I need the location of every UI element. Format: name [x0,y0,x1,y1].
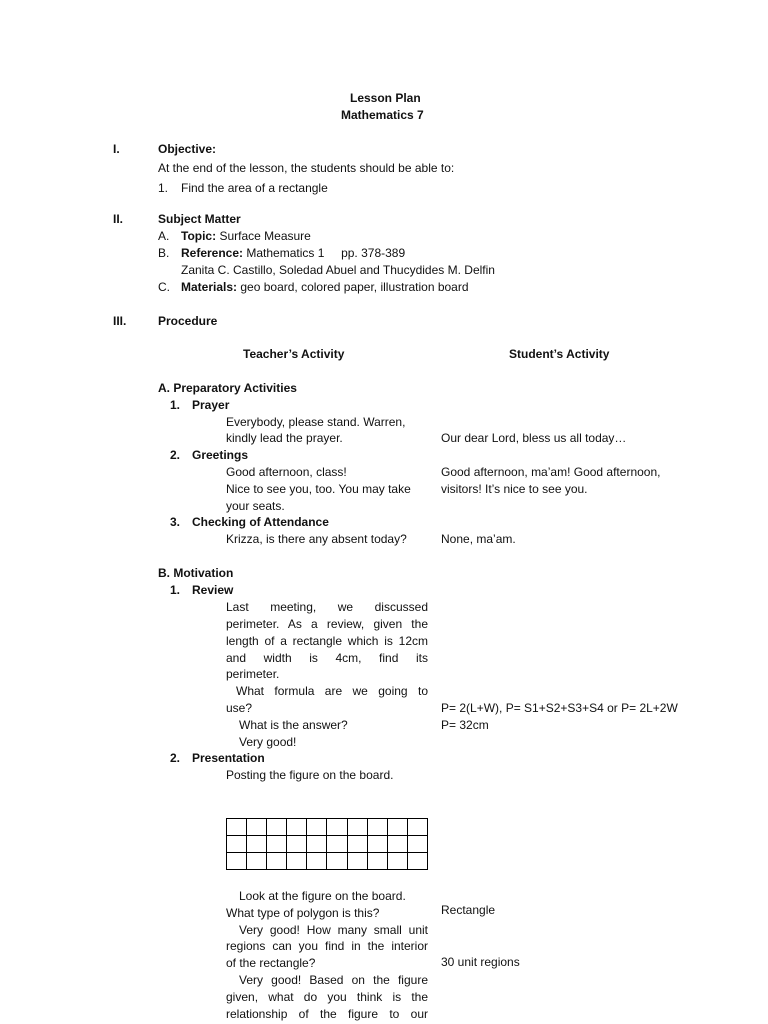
grid-unit-cell [407,836,427,853]
review-line-3: length of a rectangle which is 12cm [226,634,428,648]
grid-unit-cell [347,836,367,853]
document-subtitle: Mathematics 7 [341,108,424,122]
review-line-5: perimeter. [226,667,280,681]
formula-question-line-1: What formula are we going to [236,684,428,698]
grid-unit-cell [267,853,287,870]
grid-unit-cell [367,836,387,853]
formula-question-line-2: use? [226,701,253,715]
prayer-teacher-line-2: kindly lead the prayer. [226,431,343,445]
grid-unit-cell [407,819,427,836]
very-good-praise: Very good! [239,735,297,749]
look-figure-line-1: Look at the figure on the board. [239,889,406,903]
prayer-number: 1. [170,398,181,412]
presentation-number: 2. [170,751,181,765]
relationship-line-3: relationship of the figure to our [226,1007,428,1021]
attendance-number: 3. [170,515,181,529]
grid-unit-cell [347,819,367,836]
attendance-teacher-question: Krizza, is there any absent today? [226,532,407,546]
grid-unit-cell [307,836,327,853]
grid-unit-cell [307,819,327,836]
grid-unit-cell [327,836,347,853]
subject-reference-authors: Zanita C. Castillo, Soledad Abuel and Thucydides M. Delfin [181,263,495,277]
grid-unit-cell [387,853,407,870]
section-1-number: I. [113,142,120,156]
subject-a-letter: A. [158,229,170,243]
grid-unit-cell [227,819,247,836]
unit-regions-line-1: Very good! How many small unit [239,923,428,937]
motivation-title: B. Motivation [158,566,234,580]
grid-unit-cell [247,819,267,836]
review-line-1: Last meeting, we discussed [226,600,428,614]
grid-unit-cell [227,836,247,853]
grid-unit-cell [387,819,407,836]
greetings-number: 2. [170,448,181,462]
section-2-title: Subject Matter [158,212,241,226]
section-3-title: Procedure [158,314,218,328]
look-figure-line-2: What type of polygon is this? [226,906,380,920]
relationship-line-1: Very good! Based on the figure [239,973,428,987]
grid-unit-cell [287,853,307,870]
grid-unit-cell [327,853,347,870]
greetings-teacher-line-2: Nice to see you, too. You may take [226,482,411,496]
grid-unit-cell [247,836,267,853]
grid-unit-cell [367,819,387,836]
relationship-line-2: given, what do you think is the [226,990,428,1004]
grid-unit-cell [407,853,427,870]
grid-unit-cell [247,853,267,870]
presentation-teacher-line: Posting the figure on the board. [226,768,394,782]
subject-reference [181,246,405,260]
grid-unit-cell [267,836,287,853]
teacher-activity-header: Teacher’s Activity [243,347,345,361]
section-1-title: Objective: [158,142,217,156]
review-line-4: and width is 4cm, find its [226,651,428,665]
objective-item-number: 1. [158,181,169,195]
greetings-teacher-line-1: Good afternoon, class! [226,465,347,479]
grid-unit-cell [367,853,387,870]
subject-materials-label: Materials: [181,280,238,294]
rectangle-grid-figure [226,818,428,870]
grid-row [227,819,428,836]
grid-unit-cell [227,853,247,870]
subject-materials-value: geo board, colored paper, illustration board [240,280,469,294]
subject-topic-label: Topic: [181,229,217,243]
grid-row [227,853,428,870]
objective-intro: At the end of the lesson, the students should be able to: [158,161,455,175]
greetings-student-line-1: Good afternoon, ma’am! Good afternoon, [441,465,661,479]
grid-unit-cell [287,836,307,853]
attendance-title: Checking of Attendance [192,515,329,529]
grid-row [227,836,428,853]
presentation-title: Presentation [192,751,265,765]
review-line-2: perimeter. As a review, given the [226,617,428,631]
subject-topic-value: Surface Measure [219,229,311,243]
student-activity-header: Student’s Activity [509,347,610,361]
greetings-title: Greetings [192,448,249,462]
polygon-student-response: Rectangle [441,903,496,917]
greetings-student-line-2: visitors! It’s nice to see you. [441,482,588,496]
grid-unit-cell [287,819,307,836]
greetings-teacher-line-3: your seats. [226,499,285,513]
prayer-student-response: Our dear Lord, bless us all today… [441,431,627,445]
subject-reference-label: Reference: [181,246,244,260]
grid-unit-cell [307,853,327,870]
preparatory-activities-title: A. Preparatory Activities [158,381,297,395]
formula-student-response: P= 2(L+W), P= S1+S2+S3+S4 or P= 2L+2W [441,701,678,715]
grid-unit-cell [267,819,287,836]
grid-unit-cell [327,819,347,836]
grid-unit-cell [387,836,407,853]
attendance-student-response: None, ma’am. [441,532,516,546]
unit-regions-line-2: regions can you find in the interior [226,939,428,953]
section-2-number: II. [113,212,124,226]
section-3-number: III. [113,314,127,328]
unit-regions-line-3: of the rectangle? [226,956,316,970]
answer-question: What is the answer? [239,718,348,732]
subject-b-letter: B. [158,246,170,260]
prayer-title: Prayer [192,398,230,412]
unit-regions-student-response: 30 unit regions [441,955,520,969]
document-title: Lesson Plan [350,91,421,105]
answer-student-response: P= 32cm [441,718,489,732]
subject-materials [181,280,469,294]
grid-unit-cell [347,853,367,870]
review-number: 1. [170,583,181,597]
review-title: Review [192,583,234,597]
subject-c-letter: C. [158,280,170,294]
objective-item-text: Find the area of a rectangle [181,181,328,195]
subject-topic [181,229,311,243]
subject-reference-value: Mathematics 1 pp. 378-389 [246,246,406,260]
prayer-teacher-line-1: Everybody, please stand. Warren, [226,415,406,429]
